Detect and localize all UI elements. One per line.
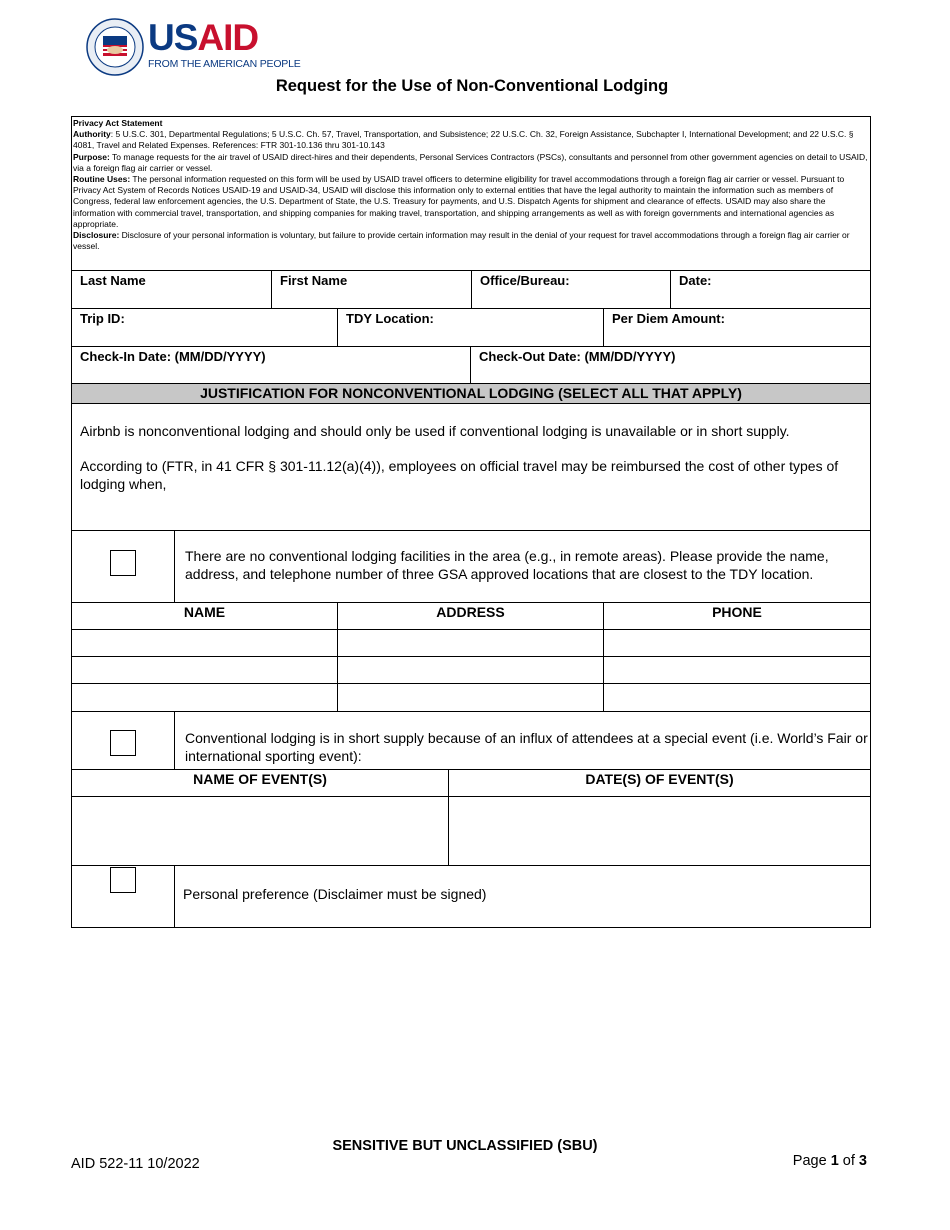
col-address-header: ADDRESS (338, 603, 604, 629)
col-event-dates-header: DATE(S) OF EVENT(S) (585, 771, 734, 787)
location-address-cell[interactable] (338, 630, 604, 656)
option2-text: Conventional lodging is in short supply because of an influx of attendees at a special event (i.e. World’s Fair or international sporting event): (185, 730, 868, 764)
intro-ftr-text: According to (FTR, in 41 CFR § 301-11.12(a)(4)), employees on official travel may be reimbursed the cost of other types of lodging when, (80, 458, 839, 492)
location-address-cell[interactable] (338, 657, 604, 683)
location-phone-cell[interactable] (604, 657, 870, 683)
option2-checkbox-cell (72, 712, 175, 769)
event-row (72, 797, 870, 866)
check-in-field[interactable] (72, 347, 471, 383)
routine-uses-text: The personal information requested on this form will be used by USAID travel officers to determine eligibility for travel accommodations through a foreign flag air carrier or vessel. Pursuant to Privacy Act System of Records Notices USAID-19 and USAID-34, USAID will disclose this information only to external entities that have the legal authority to maintain the information such as members of Congress, federal law enforcement agencies, the U.S. Department of State, the U.S. Treasury for payments, and U.S. Dispatch Agents for shipment and clearance of effects. USAID may also share the information with commercial travel, transportation, and shipping companies for making travel, transportation, and shipping arrangements as well as with foreign governments and international agencies as appropriate. (73, 174, 845, 229)
location-row (72, 684, 870, 712)
check-in-label: Check-In Date: (MM/DD/YYYY) (80, 349, 266, 364)
location-row (72, 630, 870, 657)
purpose-label: Purpose: (73, 151, 110, 162)
date-label: Date: (679, 273, 712, 288)
authority-label: Authority (73, 129, 111, 140)
option3-text: Personal preference (Disclaimer must be signed) (183, 886, 487, 902)
events-header-row (72, 770, 870, 797)
option2-checkbox[interactable] (110, 730, 136, 756)
location-name-cell[interactable] (72, 657, 338, 683)
page-total: 3 (858, 1153, 867, 1169)
justification-intro (72, 404, 870, 531)
page-word: Page (792, 1153, 831, 1169)
privacy-act-statement (72, 117, 870, 271)
of-word: of (838, 1153, 859, 1169)
first-name-field[interactable] (272, 271, 472, 308)
per-diem-field[interactable] (604, 309, 870, 346)
tdy-location-field[interactable] (338, 309, 604, 346)
classification-footer: SENSITIVE BUT UNCLASSIFIED (SBU) (332, 1138, 598, 1154)
usaid-logo (86, 17, 301, 76)
check-out-label: Check-Out Date: (MM/DD/YYYY) (479, 349, 676, 364)
privacy-heading: Privacy Act Statement (73, 118, 163, 128)
option3-checkbox[interactable] (110, 867, 136, 893)
option-no-conventional (72, 531, 870, 603)
office-bureau-label: Office/Bureau: (480, 273, 570, 288)
dates-row (72, 347, 870, 384)
event-dates-cell[interactable] (449, 797, 870, 865)
first-name-label: First Name (280, 273, 348, 288)
justification-heading: JUSTIFICATION FOR NONCONVENTIONAL LODGING (SELECT ALL THAT APPLY) (72, 384, 870, 404)
intro-airbnb-text: Airbnb is nonconventional lodging and should only be used if conventional lodging is unavailable or in short supply. (80, 423, 790, 439)
page-number (793, 1153, 867, 1169)
usaid-seal-icon (86, 18, 144, 76)
option1-checkbox[interactable] (110, 550, 136, 576)
locations-header-row (72, 603, 870, 630)
form-id: AID 522-11 10/2022 (71, 1156, 200, 1172)
purpose-text: To manage requests for the air travel of USAID direct-hires and their dependents, Personal Services Contractors (PSCs), consultants and personnel from other government agencies on detail to USAID, via a foreign flag air carrier or vessel. (73, 151, 868, 173)
location-phone-cell[interactable] (604, 630, 870, 656)
tdy-location-label: TDY Location: (346, 311, 434, 326)
name-row (72, 271, 870, 309)
per-diem-label: Per Diem Amount: (612, 311, 725, 326)
option1-checkbox-cell (72, 531, 175, 602)
event-name-cell[interactable] (72, 797, 449, 865)
location-name-cell[interactable] (72, 684, 338, 711)
trip-id-label: Trip ID: (80, 311, 125, 326)
check-out-field[interactable] (471, 347, 870, 383)
option1-text: There are no conventional lodging facilities in the area (e.g., in remote areas). Please provide the name, address, and telephone number of three GSA approved locations that are closest to the TDY location. (185, 548, 829, 582)
location-phone-cell[interactable] (604, 684, 870, 711)
authority-text: : 5 U.S.C. 301, Departmental Regulations; 5 U.S.C. Ch. 57, Travel, Transportation, and Subsistence; 22 U.S.C. Ch. 32, Foreign Assistance, Subchapter I, International Development; and 22 U.S.C. § 4081, Travel and Related Expenses. References: FTR 301-10.136 thru 301-10.143 (73, 129, 854, 151)
location-row (72, 657, 870, 684)
last-name-label: Last Name (80, 273, 146, 288)
date-field[interactable] (671, 271, 870, 308)
trip-row (72, 309, 870, 347)
last-name-field[interactable] (72, 271, 272, 308)
col-event-name-header: NAME OF EVENT(S) (72, 770, 449, 796)
disclosure-text: Disclosure of your personal information is voluntary, but failure to provide certain information may result in the denial of your request for travel accommodations through a foreign flag air carrier or vessel. (73, 230, 850, 252)
request-form (71, 116, 871, 928)
location-address-cell[interactable] (338, 684, 604, 711)
trip-id-field[interactable] (72, 309, 338, 346)
page-current: 1 (830, 1153, 839, 1169)
col-phone-header: PHONE (712, 604, 762, 620)
document-title: Request for the Use of Non-Conventional Lodging (275, 77, 669, 95)
office-bureau-field[interactable] (472, 271, 671, 308)
location-name-cell[interactable] (72, 630, 338, 656)
col-name-header: NAME (72, 603, 338, 629)
routine-uses-label: Routine Uses: (73, 174, 131, 185)
disclosure-label: Disclosure: (73, 230, 120, 241)
usaid-tagline: FROM THE AMERICAN PEOPLE (148, 58, 301, 70)
option-special-event (72, 712, 870, 770)
option3-checkbox-cell (72, 866, 175, 927)
usaid-wordmark: USAID (148, 17, 259, 58)
option-personal-preference (72, 866, 870, 927)
